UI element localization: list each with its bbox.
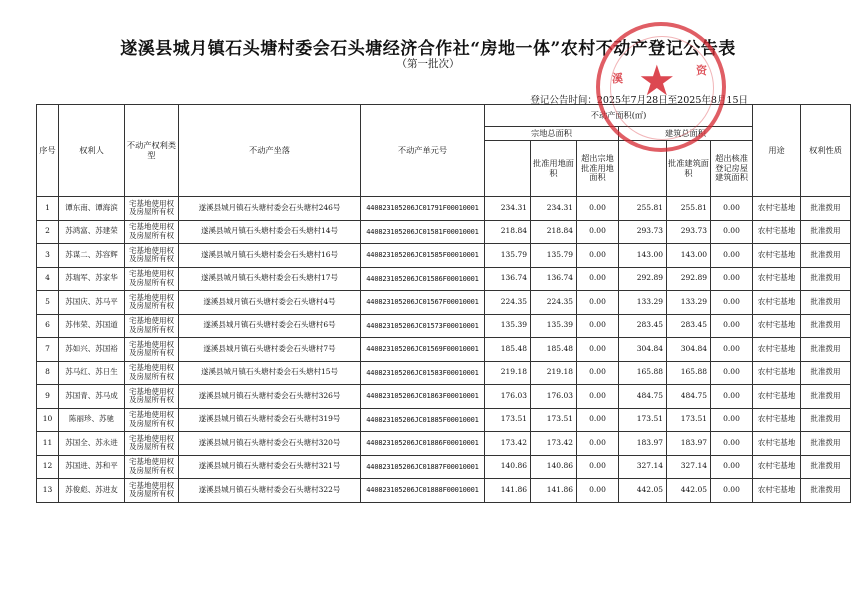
table-row: [37, 479, 851, 503]
cell-building-excess: 0.00: [711, 432, 753, 456]
header-usage: 用途: [753, 105, 801, 197]
cell-building-total: 255.81: [619, 197, 667, 221]
cell-land-excess: 0.00: [577, 338, 619, 362]
cell-nature: 批准拨用: [801, 220, 851, 244]
cell-owner: 苏谋二、苏容辉: [59, 244, 125, 268]
table-row: [37, 408, 851, 432]
cell-seq: 5: [37, 291, 59, 315]
table-row: [37, 361, 851, 385]
cell-seq: 9: [37, 385, 59, 409]
cell-unit-no: 440823105206JC01888F00010001: [361, 479, 485, 503]
cell-owner: 苏伟荣、苏国道: [59, 314, 125, 338]
cell-usage: 农村宅基地: [753, 479, 801, 503]
cell-owner: 苏国庆、苏马平: [59, 291, 125, 315]
cell-land-approved: 224.35: [531, 291, 577, 315]
cell-usage: 农村宅基地: [753, 361, 801, 385]
cell-right-type: 宅基地使用权及房屋所有权: [125, 291, 179, 315]
cell-unit-no: 440823105206JC01791F00010001: [361, 197, 485, 221]
table-row: [37, 314, 851, 338]
cell-building-total: 484.75: [619, 385, 667, 409]
cell-seq: 6: [37, 314, 59, 338]
header-owner: 权利人: [59, 105, 125, 197]
cell-usage: 农村宅基地: [753, 197, 801, 221]
cell-owner: 苏国全、苏永进: [59, 432, 125, 456]
table-row: [37, 455, 851, 479]
cell-nature: 批准拨用: [801, 267, 851, 291]
cell-location: 遂溪县城月镇石头塘村委会石头塘村319号: [179, 408, 361, 432]
header-building-subtotal: [619, 141, 667, 197]
header-building-excess: 超出核准登记房屋建筑面积: [711, 141, 753, 197]
cell-land-excess: 0.00: [577, 455, 619, 479]
cell-building-excess: 0.00: [711, 408, 753, 432]
cell-unit-no: 440823105206JC01569F00010001: [361, 338, 485, 362]
cell-land-total: 140.86: [485, 455, 531, 479]
cell-usage: 农村宅基地: [753, 385, 801, 409]
cell-land-approved: 234.31: [531, 197, 577, 221]
table-row: [37, 338, 851, 362]
table-row: [37, 385, 851, 409]
cell-building-total: 133.29: [619, 291, 667, 315]
cell-building-excess: 0.00: [711, 338, 753, 362]
cell-building-total: 292.89: [619, 267, 667, 291]
cell-seq: 10: [37, 408, 59, 432]
cell-owner: 苏鸿富、苏建荣: [59, 220, 125, 244]
cell-building-total: 183.97: [619, 432, 667, 456]
cell-unit-no: 440823105206JC01581F00010001: [361, 220, 485, 244]
cell-land-total: 173.42: [485, 432, 531, 456]
cell-building-excess: 0.00: [711, 385, 753, 409]
cell-right-type: 宅基地使用权及房屋所有权: [125, 408, 179, 432]
cell-right-type: 宅基地使用权及房屋所有权: [125, 267, 179, 291]
cell-building-approved: 143.00: [667, 244, 711, 268]
cell-building-excess: 0.00: [711, 479, 753, 503]
cell-nature: 批准拨用: [801, 291, 851, 315]
cell-land-total: 176.03: [485, 385, 531, 409]
cell-location: 遂溪县城月镇石头塘村委会石头塘村16号: [179, 244, 361, 268]
cell-owner: 苏如兴、苏国裕: [59, 338, 125, 362]
cell-land-excess: 0.00: [577, 479, 619, 503]
cell-unit-no: 440823105206JC01586F00010001: [361, 267, 485, 291]
header-nature: 权利性质: [801, 105, 851, 197]
cell-nature: 批准拨用: [801, 338, 851, 362]
cell-building-approved: 292.89: [667, 267, 711, 291]
cell-nature: 批准拨用: [801, 314, 851, 338]
cell-land-approved: 219.18: [531, 361, 577, 385]
cell-land-excess: 0.00: [577, 361, 619, 385]
cell-land-excess: 0.00: [577, 314, 619, 338]
cell-right-type: 宅基地使用权及房屋所有权: [125, 479, 179, 503]
cell-owner: 苏国进、苏和平: [59, 455, 125, 479]
cell-owner: 苏国青、苏马成: [59, 385, 125, 409]
cell-nature: 批准拨用: [801, 408, 851, 432]
cell-unit-no: 440823105206JC01863F00010001: [361, 385, 485, 409]
cell-building-approved: 255.81: [667, 197, 711, 221]
cell-land-excess: 0.00: [577, 385, 619, 409]
cell-building-excess: 0.00: [711, 197, 753, 221]
cell-unit-no: 440823105206JC01583F00010001: [361, 361, 485, 385]
cell-seq: 13: [37, 479, 59, 503]
cell-location: 遂溪县城月镇石头塘村委会石头塘村4号: [179, 291, 361, 315]
cell-location: 遂溪县城月镇石头塘村委会石头塘村15号: [179, 361, 361, 385]
cell-right-type: 宅基地使用权及房屋所有权: [125, 455, 179, 479]
cell-building-total: 304.84: [619, 338, 667, 362]
cell-location: 遂溪县城月镇石头塘村委会石头塘村246号: [179, 197, 361, 221]
header-right-type: 不动产权利类型: [125, 105, 179, 197]
cell-land-total: 136.74: [485, 267, 531, 291]
cell-land-approved: 140.86: [531, 455, 577, 479]
cell-land-excess: 0.00: [577, 220, 619, 244]
cell-unit-no: 440823105206JC01887F00010001: [361, 455, 485, 479]
cell-land-approved: 135.79: [531, 244, 577, 268]
cell-seq: 12: [37, 455, 59, 479]
announcement-period: 登记公告时间：2025年7月28日至2025年8月15日: [530, 95, 748, 106]
cell-seq: 1: [37, 197, 59, 221]
cell-building-total: 165.88: [619, 361, 667, 385]
cell-land-total: 135.79: [485, 244, 531, 268]
cell-land-approved: 135.39: [531, 314, 577, 338]
cell-usage: 农村宅基地: [753, 314, 801, 338]
cell-location: 遂溪县城月镇石头塘村委会石头塘村322号: [179, 479, 361, 503]
cell-usage: 农村宅基地: [753, 220, 801, 244]
cell-building-total: 293.73: [619, 220, 667, 244]
header-area-group: 不动产面积(㎡): [485, 105, 753, 127]
document-title: 遂溪县城月镇石头塘村委会石头塘经济合作社“房地一体”农村不动产登记公告表: [120, 39, 736, 59]
table-row: [37, 220, 851, 244]
cell-unit-no: 440823105206JC01885F00010001: [361, 408, 485, 432]
cell-unit-no: 440823105206JC01573F00010001: [361, 314, 485, 338]
cell-building-excess: 0.00: [711, 291, 753, 315]
cell-seq: 4: [37, 267, 59, 291]
cell-location: 遂溪县城月镇石头塘村委会石头塘村320号: [179, 432, 361, 456]
cell-unit-no: 440823105206JC01585F00010001: [361, 244, 485, 268]
cell-land-total: 135.39: [485, 314, 531, 338]
cell-right-type: 宅基地使用权及房屋所有权: [125, 338, 179, 362]
cell-land-approved: 141.86: [531, 479, 577, 503]
cell-building-excess: 0.00: [711, 220, 753, 244]
cell-land-excess: 0.00: [577, 197, 619, 221]
cell-right-type: 宅基地使用权及房屋所有权: [125, 361, 179, 385]
header-seq: 序号: [37, 105, 59, 197]
cell-unit-no: 440823105206JC01886F00010001: [361, 432, 485, 456]
cell-land-approved: 218.84: [531, 220, 577, 244]
cell-land-total: 219.18: [485, 361, 531, 385]
cell-location: 遂溪县城月镇石头塘村委会石头塘村14号: [179, 220, 361, 244]
header-land-excess: 超出宗地批准用地面积: [577, 141, 619, 197]
cell-owner: 苏瑞军、苏家华: [59, 267, 125, 291]
cell-owner: 陈丽珍、苏驰: [59, 408, 125, 432]
table-row: [37, 267, 851, 291]
cell-building-total: 173.51: [619, 408, 667, 432]
cell-owner: 苏马红、苏日生: [59, 361, 125, 385]
cell-building-approved: 133.29: [667, 291, 711, 315]
star-icon: ★: [638, 56, 676, 105]
cell-nature: 批准拨用: [801, 432, 851, 456]
table-row: [37, 197, 851, 221]
cell-building-approved: 283.45: [667, 314, 711, 338]
cell-land-excess: 0.00: [577, 244, 619, 268]
cell-usage: 农村宅基地: [753, 408, 801, 432]
seal-text-left: 溪: [612, 72, 623, 85]
cell-land-total: 218.84: [485, 220, 531, 244]
cell-nature: 批准拨用: [801, 197, 851, 221]
cell-owner: 苏俊彪、苏进友: [59, 479, 125, 503]
cell-nature: 批准拨用: [801, 455, 851, 479]
cell-land-total: 141.86: [485, 479, 531, 503]
cell-owner: 谭东南、谭海滨: [59, 197, 125, 221]
cell-building-total: 283.45: [619, 314, 667, 338]
header-unit-no: 不动产单元号: [361, 105, 485, 197]
cell-land-total: 234.31: [485, 197, 531, 221]
cell-location: 遂溪县城月镇石头塘村委会石头塘村321号: [179, 455, 361, 479]
cell-building-excess: 0.00: [711, 314, 753, 338]
cell-building-excess: 0.00: [711, 455, 753, 479]
cell-nature: 批准拨用: [801, 479, 851, 503]
cell-land-approved: 136.74: [531, 267, 577, 291]
cell-building-approved: 327.14: [667, 455, 711, 479]
cell-building-approved: 173.51: [667, 408, 711, 432]
cell-building-total: 327.14: [619, 455, 667, 479]
cell-land-approved: 173.42: [531, 432, 577, 456]
cell-usage: 农村宅基地: [753, 455, 801, 479]
cell-building-approved: 442.05: [667, 479, 711, 503]
cell-building-approved: 304.84: [667, 338, 711, 362]
cell-land-total: 185.48: [485, 338, 531, 362]
cell-nature: 批准拨用: [801, 361, 851, 385]
cell-location: 遂溪县城月镇石头塘村委会石头塘村7号: [179, 338, 361, 362]
header-location: 不动产坐落: [179, 105, 361, 197]
header-land-total: 宗地总面积: [485, 127, 619, 141]
cell-building-excess: 0.00: [711, 267, 753, 291]
seal-text-right: 资: [696, 64, 707, 77]
cell-location: 遂溪县城月镇石头塘村委会石头塘村17号: [179, 267, 361, 291]
cell-seq: 7: [37, 338, 59, 362]
table-row: [37, 244, 851, 268]
header-building-approved: 批准建筑面积: [667, 141, 711, 197]
cell-land-approved: 176.03: [531, 385, 577, 409]
cell-unit-no: 440823105206JC01567F00010001: [361, 291, 485, 315]
cell-usage: 农村宅基地: [753, 432, 801, 456]
cell-usage: 农村宅基地: [753, 291, 801, 315]
table-row: [37, 432, 851, 456]
cell-building-approved: 165.88: [667, 361, 711, 385]
cell-seq: 3: [37, 244, 59, 268]
cell-right-type: 宅基地使用权及房屋所有权: [125, 220, 179, 244]
cell-usage: 农村宅基地: [753, 244, 801, 268]
cell-land-excess: 0.00: [577, 432, 619, 456]
cell-seq: 8: [37, 361, 59, 385]
cell-right-type: 宅基地使用权及房屋所有权: [125, 385, 179, 409]
cell-land-excess: 0.00: [577, 408, 619, 432]
cell-land-excess: 0.00: [577, 267, 619, 291]
cell-location: 遂溪县城月镇石头塘村委会石头塘村326号: [179, 385, 361, 409]
cell-land-approved: 173.51: [531, 408, 577, 432]
cell-land-excess: 0.00: [577, 291, 619, 315]
cell-land-total: 224.35: [485, 291, 531, 315]
table-row: [37, 291, 851, 315]
cell-land-total: 173.51: [485, 408, 531, 432]
cell-location: 遂溪县城月镇石头塘村委会石头塘村6号: [179, 314, 361, 338]
cell-land-approved: 185.48: [531, 338, 577, 362]
cell-right-type: 宅基地使用权及房屋所有权: [125, 197, 179, 221]
cell-right-type: 宅基地使用权及房屋所有权: [125, 314, 179, 338]
cell-seq: 2: [37, 220, 59, 244]
cell-seq: 11: [37, 432, 59, 456]
header-land-approved: 批准用地面积: [531, 141, 577, 197]
cell-usage: 农村宅基地: [753, 338, 801, 362]
cell-building-total: 442.05: [619, 479, 667, 503]
cell-building-approved: 484.75: [667, 385, 711, 409]
cell-building-excess: 0.00: [711, 361, 753, 385]
cell-right-type: 宅基地使用权及房屋所有权: [125, 432, 179, 456]
header-building-total: 建筑总面积: [619, 127, 753, 141]
cell-usage: 农村宅基地: [753, 267, 801, 291]
batch-subtitle: （第一批次）: [396, 58, 460, 70]
header-land-subtotal: [485, 141, 531, 197]
cell-nature: 批准拨用: [801, 385, 851, 409]
cell-building-excess: 0.00: [711, 244, 753, 268]
cell-right-type: 宅基地使用权及房屋所有权: [125, 244, 179, 268]
cell-nature: 批准拨用: [801, 244, 851, 268]
registration-table: [36, 104, 851, 503]
cell-building-approved: 183.97: [667, 432, 711, 456]
cell-building-approved: 293.73: [667, 220, 711, 244]
cell-building-total: 143.00: [619, 244, 667, 268]
